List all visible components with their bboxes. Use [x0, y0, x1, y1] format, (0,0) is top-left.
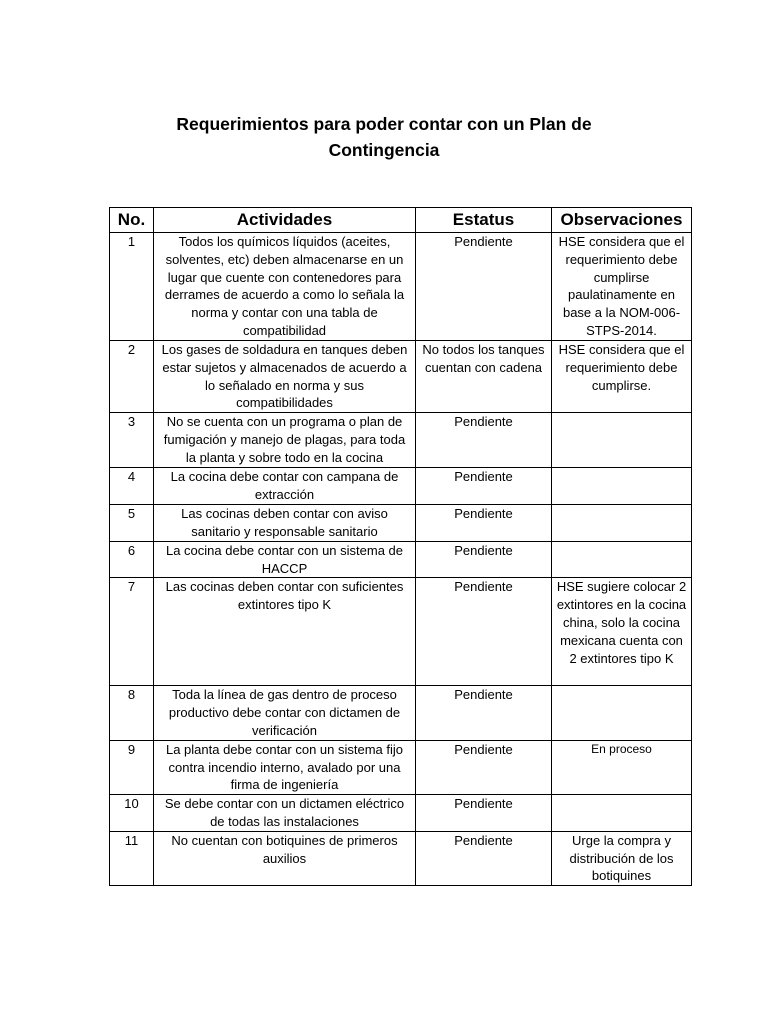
- title-line-2: Contingencia: [328, 140, 440, 160]
- row-status: Pendiente: [416, 795, 552, 832]
- header-estatus: Estatus: [416, 208, 552, 233]
- row-status: Pendiente: [416, 233, 552, 341]
- row-observations: Urge la compra y distribución de los botiquines: [552, 831, 692, 885]
- row-number: 10: [110, 795, 154, 832]
- row-activity: La planta debe contar con un sistema fijo contra incendio interno, avalado por una firma de ingeniería: [154, 740, 416, 794]
- table-row: [110, 413, 692, 468]
- row-status: Pendiente: [416, 831, 552, 885]
- table-row: [110, 686, 692, 740]
- row-number: 1: [110, 233, 154, 341]
- table-row: [110, 468, 692, 505]
- row-status: Pendiente: [416, 505, 552, 542]
- row-observations: [552, 468, 692, 505]
- row-number: 6: [110, 541, 154, 578]
- row-status: Pendiente: [416, 413, 552, 468]
- row-activity: La cocina debe contar con campana de extracción: [154, 468, 416, 505]
- row-status: Pendiente: [416, 468, 552, 505]
- row-activity: Toda la línea de gas dentro de proceso productivo debe contar con dictamen de verificación: [154, 686, 416, 740]
- header-observaciones: Observaciones: [552, 208, 692, 233]
- requirements-table: [109, 207, 692, 886]
- row-status: No todos los tanques cuentan con cadena: [416, 341, 552, 413]
- row-number: 4: [110, 468, 154, 505]
- row-observations: [552, 686, 692, 740]
- table-row: [110, 578, 692, 686]
- table-row: [110, 740, 692, 794]
- row-observations: [552, 505, 692, 542]
- row-number: 5: [110, 505, 154, 542]
- row-observations: [552, 413, 692, 468]
- table-row: [110, 341, 692, 413]
- header-no: No.: [110, 208, 154, 233]
- row-status: Pendiente: [416, 686, 552, 740]
- row-observations: HSE sugiere colocar 2 extintores en la cocina china, solo la cocina mexicana cuenta con 2 extintores tipo K: [552, 578, 692, 686]
- row-number: 7: [110, 578, 154, 686]
- row-observations: HSE considera que el requerimiento debe cumplirse.: [552, 341, 692, 413]
- row-number: 2: [110, 341, 154, 413]
- row-activity: No se cuenta con un programa o plan de fumigación y manejo de plagas, para toda la planta y sobre todo en la cocina: [154, 413, 416, 468]
- document-title: [0, 111, 768, 163]
- row-observations: [552, 795, 692, 832]
- row-activity: Todos los químicos líquidos (aceites, solventes, etc) deben almacenarse en un lugar que cuente con contenedores para derrames de acuerdo a como lo señala la norma y contar con una tabla de compatibilidad: [154, 233, 416, 341]
- row-status: Pendiente: [416, 541, 552, 578]
- table-row: [110, 795, 692, 832]
- row-activity: Las cocinas deben contar con suficientes extintores tipo K: [154, 578, 416, 686]
- row-activity: No cuentan con botiquines de primeros auxilios: [154, 831, 416, 885]
- row-activity: Los gases de soldadura en tanques deben estar sujetos y almacenados de acuerdo a lo señalado en norma y sus compatibilidades: [154, 341, 416, 413]
- table-header-row: [110, 208, 692, 233]
- row-observations: HSE considera que el requerimiento debe cumplirse paulatinamente en base a la NOM-006-STPS-2014.: [552, 233, 692, 341]
- row-activity: La cocina debe contar con un sistema de HACCP: [154, 541, 416, 578]
- row-number: 3: [110, 413, 154, 468]
- table-row: [110, 831, 692, 885]
- row-number: 11: [110, 831, 154, 885]
- row-status: Pendiente: [416, 578, 552, 686]
- table-row: [110, 233, 692, 341]
- row-observations: [552, 541, 692, 578]
- table-row: [110, 541, 692, 578]
- row-number: 8: [110, 686, 154, 740]
- table-row: [110, 505, 692, 542]
- row-activity: Las cocinas deben contar con aviso sanitario y responsable sanitario: [154, 505, 416, 542]
- header-actividades: Actividades: [154, 208, 416, 233]
- row-number: 9: [110, 740, 154, 794]
- title-line-1: Requerimientos para poder contar con un Plan de: [176, 114, 592, 134]
- row-status: Pendiente: [416, 740, 552, 794]
- row-activity: Se debe contar con un dictamen eléctrico de todas las instalaciones: [154, 795, 416, 832]
- row-observations: En proceso: [552, 740, 692, 794]
